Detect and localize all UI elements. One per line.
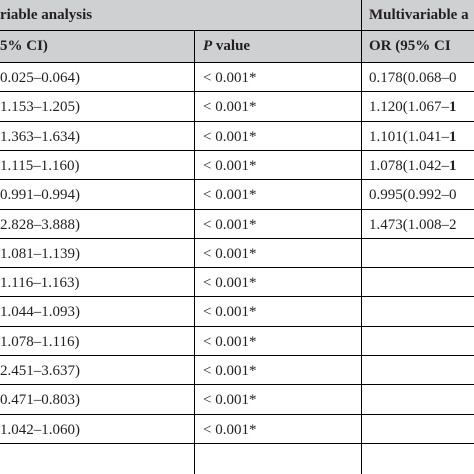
p-value-cell: < 0.001*	[203, 363, 257, 379]
header-p-letter: P	[203, 38, 213, 54]
row-rule	[0, 121, 474, 122]
ci-cell: 1.153–1.205)	[0, 99, 80, 115]
p-value-cell: < 0.001*	[203, 304, 257, 320]
row-rule	[0, 209, 474, 210]
header-p-value-column	[203, 37, 250, 55]
ci-cell: 1.363–1.634)	[0, 129, 80, 145]
header-or-column: OR (95% CI	[369, 38, 451, 54]
or-value-bold-text: 1	[449, 99, 457, 115]
or-value-text: 1.101(1.041–	[369, 129, 449, 145]
row-rule	[0, 384, 474, 385]
or-cell	[369, 128, 457, 146]
or-value-text: 1.078(1.042–	[369, 158, 449, 174]
ci-cell: 2.451–3.637)	[0, 363, 80, 379]
header-multivariable-analysis: Multivariable a	[369, 7, 469, 23]
row-rule	[0, 267, 474, 268]
ci-cell: 1.078–1.116)	[0, 334, 80, 350]
ci-cell: 1.116–1.163)	[0, 275, 80, 291]
ci-cell: 0.025–0.064)	[0, 70, 80, 86]
column-divider-2	[361, 0, 362, 474]
p-value-cell: < 0.001*	[203, 99, 257, 115]
header-bottom-rule	[0, 62, 474, 63]
or-value-bold-text: 1	[449, 158, 457, 174]
or-cell: 1.473(1.008–2	[369, 217, 457, 233]
header-ci-column: 5% CI)	[0, 38, 48, 54]
row-rule	[0, 326, 474, 327]
or-value-text: 1.120(1.067–	[369, 99, 449, 115]
row-rule	[0, 150, 474, 151]
or-cell: 0.178(0.068–0	[369, 70, 457, 86]
p-value-cell: < 0.001*	[203, 187, 257, 203]
p-value-cell: < 0.001*	[203, 158, 257, 174]
p-value-cell: < 0.001*	[203, 246, 257, 262]
ci-cell: 1.081–1.139)	[0, 246, 80, 262]
row-rule	[0, 179, 474, 180]
or-cell: 0.995(0.992–0	[369, 187, 457, 203]
ci-cell: 1.044–1.093)	[0, 304, 80, 320]
row-rule	[0, 443, 474, 444]
row-rule	[0, 414, 474, 415]
ci-cell: 0.471–0.803)	[0, 392, 80, 408]
row-rule	[0, 238, 474, 239]
p-value-cell: < 0.001*	[203, 129, 257, 145]
p-value-cell: < 0.001*	[203, 275, 257, 291]
p-value-cell: < 0.001*	[203, 334, 257, 350]
column-divider-1	[194, 31, 195, 474]
or-cell	[369, 157, 457, 175]
header-divider	[0, 30, 474, 31]
p-value-cell: < 0.001*	[203, 217, 257, 233]
or-value-bold-text: 1	[449, 129, 457, 145]
p-value-cell: < 0.001*	[203, 70, 257, 86]
header-univariable-analysis: riable analysis	[0, 7, 93, 23]
p-value-cell: < 0.001*	[203, 422, 257, 438]
ci-cell: 1.115–1.160)	[0, 158, 80, 174]
p-value-cell: < 0.001*	[203, 392, 257, 408]
ci-cell: 0.991–0.994)	[0, 187, 80, 203]
header-p-rest: value	[212, 38, 251, 54]
row-rule	[0, 91, 474, 92]
ci-cell: 2.828–3.888)	[0, 217, 80, 233]
row-rule	[0, 355, 474, 356]
row-rule	[0, 296, 474, 297]
ci-cell: 1.042–1.060)	[0, 422, 80, 438]
or-cell	[369, 98, 457, 116]
